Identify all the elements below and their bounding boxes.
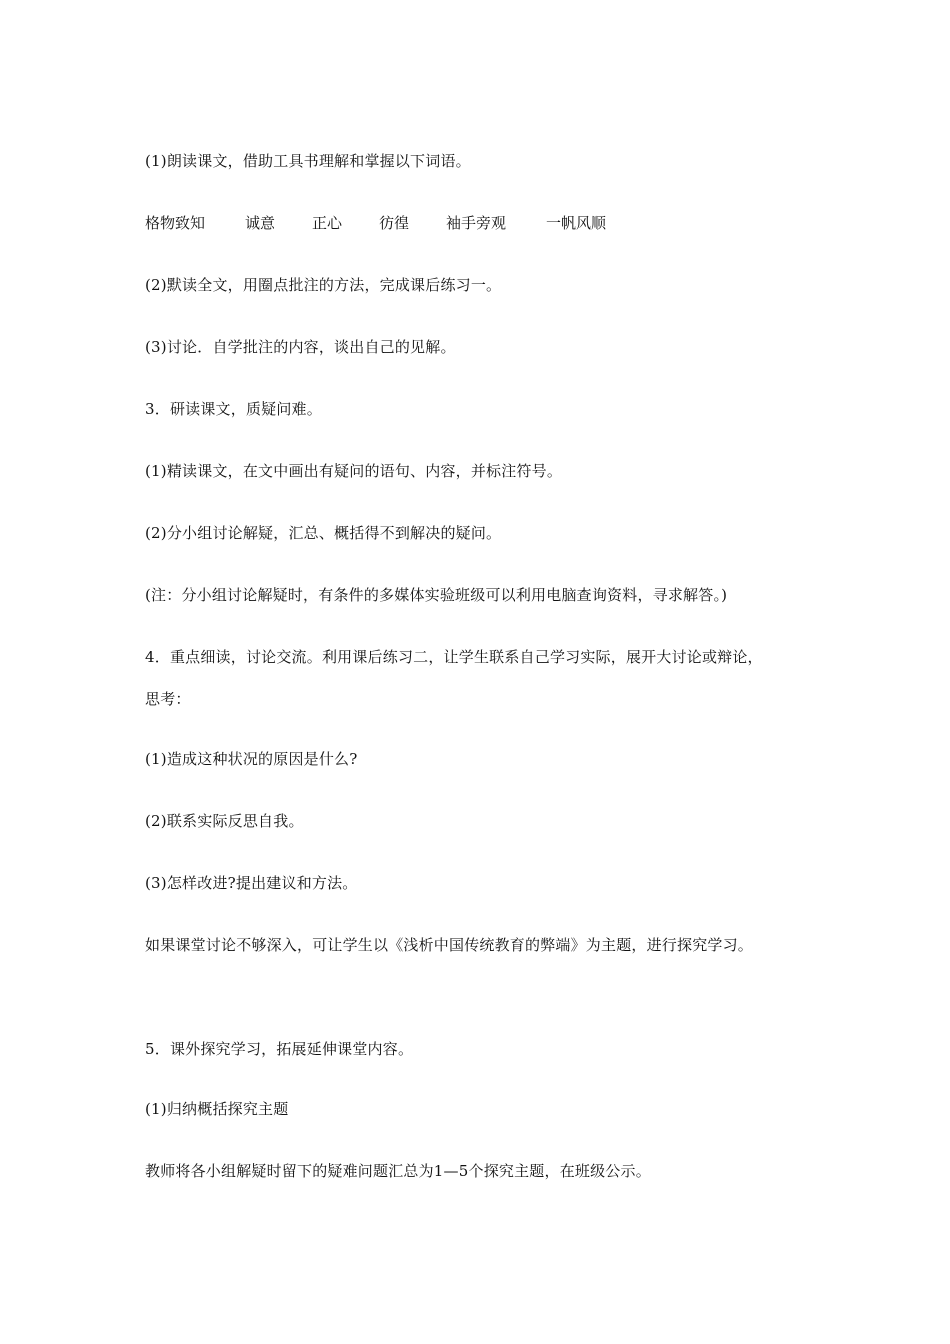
vocab-word-6: 一帆风顺	[546, 214, 607, 232]
section-5-heading: 5．课外探究学习，拓展延伸课堂内容。	[145, 1040, 414, 1058]
vocab-word-2: 诚意	[245, 214, 276, 232]
vocab-word-1: 格物致知	[145, 214, 206, 232]
research-suggestion: 如果课堂讨论不够深入，可让学生以《浅析中国传统教育的弊端》为主题，进行探究学习。	[145, 936, 754, 954]
vocab-word-4: 彷徨	[379, 214, 410, 232]
vocab-word-3: 正心	[312, 214, 343, 232]
paragraph-1-2: (2)默读全文，用圈点批注的方法，完成课后练习一。	[145, 276, 502, 294]
note-paragraph: (注：分小组讨论解疑时，有条件的多媒体实验班级可以利用电脑查询资料，寻求解答。)	[145, 586, 728, 604]
paragraph-4-3: (3)怎样改进?提出建议和方法。	[145, 874, 358, 892]
section-3-heading: 3．研读课文，质疑问难。	[145, 400, 322, 418]
paragraph-3-2: (2)分小组讨论解疑，汇总、概括得不到解决的疑问。	[145, 524, 502, 542]
paragraph-4-1: (1)造成这种状况的原因是什么?	[145, 750, 358, 768]
paragraph-5-text: 教师将各小组解疑时留下的疑难问题汇总为1—5个探究主题，在班级公示。	[145, 1162, 651, 1180]
paragraph-5-1: (1)归纳概括探究主题	[145, 1100, 289, 1118]
section-4-heading-continued: 思考：	[145, 690, 191, 708]
paragraph-1-3: (3)讨论．自学批注的内容，谈出自己的见解。	[145, 338, 456, 356]
vocab-word-5: 袖手旁观	[446, 214, 507, 232]
paragraph-1-1: (1)朗读课文，借助工具书理解和掌握以下词语。	[145, 152, 471, 170]
paragraph-4-2: (2)联系实际反思自我。	[145, 812, 304, 830]
section-4-heading: 4．重点细读，讨论交流。利用课后练习二，让学生联系自己学习实际，展开大讨论或辩论，	[145, 648, 763, 666]
paragraph-3-1: (1)精读课文，在文中画出有疑问的语句、内容，并标注符号。	[145, 462, 563, 480]
